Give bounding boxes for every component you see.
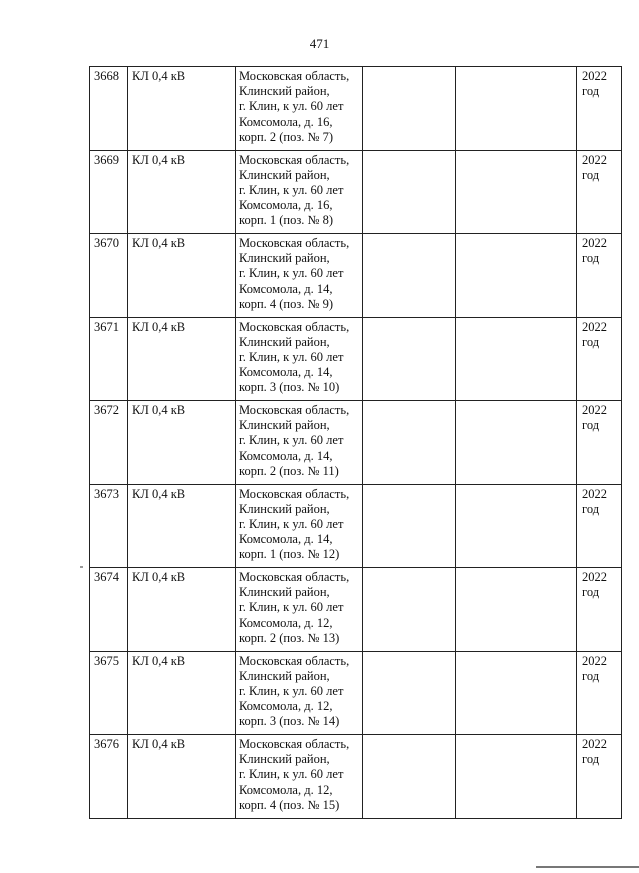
table-row <box>90 735 622 819</box>
empty-cell <box>456 484 577 568</box>
address-line: Московская область, <box>239 737 350 751</box>
year-cell <box>577 150 622 234</box>
empty-cell <box>363 67 456 151</box>
address-line: корп. 3 (поз. № 10) <box>239 380 340 395</box>
year-line: год <box>582 167 600 182</box>
line-type-cell <box>128 401 236 485</box>
year-line: год <box>582 501 600 516</box>
address-line: корп. 3 (поз. № 14) <box>239 714 340 729</box>
registry-table-body <box>90 67 622 819</box>
address-line: Комсомола, д. 12, <box>239 699 333 714</box>
line-type: КЛ 0,4 кВ <box>132 486 186 501</box>
line-type: КЛ 0,4 кВ <box>132 737 186 751</box>
table-row <box>90 67 622 151</box>
row-number: 3669 <box>94 152 119 167</box>
empty-cell <box>363 568 456 652</box>
empty-cell <box>456 568 577 652</box>
line-type: КЛ 0,4 кВ <box>132 69 186 83</box>
empty-cell <box>363 317 456 401</box>
address-line: Клинский район, <box>239 752 330 767</box>
address-line: Комсомола, д. 16, <box>239 114 333 129</box>
address-line: корп. 4 (поз. № 9) <box>239 296 334 311</box>
year-line: год <box>582 418 600 433</box>
row-number: 3668 <box>94 69 119 83</box>
empty-cell <box>363 234 456 318</box>
empty-cell <box>456 735 577 819</box>
address-cell <box>236 401 363 485</box>
year-cell <box>577 234 622 318</box>
line-type-cell <box>128 651 236 735</box>
address-line: Клинский район, <box>239 251 330 266</box>
address-line: корп. 1 (поз. № 8) <box>239 213 334 228</box>
row-number-cell <box>90 150 128 234</box>
row-number-cell <box>90 735 128 819</box>
year-line: год <box>582 334 600 349</box>
address-line: корп. 2 (поз. № 13) <box>239 630 340 645</box>
address-line: г. Клин, к ул. 60 лет <box>239 266 344 281</box>
address-line: Московская область, <box>239 69 350 83</box>
table-row <box>90 568 622 652</box>
year-line: год <box>582 752 600 767</box>
address-line: корп. 4 (поз. № 15) <box>239 797 340 812</box>
row-number: 3671 <box>94 319 119 334</box>
year-cell <box>577 735 622 819</box>
address-line: г. Клин, к ул. 60 лет <box>239 182 344 197</box>
address-cell <box>236 150 363 234</box>
table-row <box>90 317 622 401</box>
address-line: г. Клин, к ул. 60 лет <box>239 683 344 698</box>
address-line: Московская область, <box>239 486 350 501</box>
address-cell <box>236 234 363 318</box>
table-row <box>90 234 622 318</box>
empty-cell <box>456 317 577 401</box>
address-line: корп. 2 (поз. № 11) <box>239 463 339 478</box>
year-line: год <box>582 84 600 99</box>
year-cell <box>577 484 622 568</box>
address-line: г. Клин, к ул. 60 лет <box>239 349 344 364</box>
address-line: Московская область, <box>239 152 350 167</box>
address-line: г. Клин, к ул. 60 лет <box>239 433 344 448</box>
address-cell <box>236 484 363 568</box>
empty-cell <box>456 401 577 485</box>
line-type-cell <box>128 67 236 151</box>
row-number-cell <box>90 484 128 568</box>
year-cell <box>577 67 622 151</box>
address-line: Комсомола, д. 14, <box>239 448 333 463</box>
empty-cell <box>363 735 456 819</box>
line-type: КЛ 0,4 кВ <box>132 403 186 417</box>
year-line: год <box>582 251 600 266</box>
table-row <box>90 484 622 568</box>
address-line: Клинский район, <box>239 84 330 99</box>
year-line: 2022 <box>582 152 607 167</box>
table-row <box>90 651 622 735</box>
address-line: Клинский район, <box>239 167 330 182</box>
year-cell <box>577 401 622 485</box>
line-type: КЛ 0,4 кВ <box>132 319 186 334</box>
address-cell <box>236 317 363 401</box>
row-number-cell <box>90 401 128 485</box>
empty-cell <box>363 484 456 568</box>
year-line: 2022 <box>582 403 607 417</box>
row-number: 3675 <box>94 653 119 668</box>
address-line: Московская область, <box>239 403 350 417</box>
line-type-cell <box>128 150 236 234</box>
address-line: Комсомола, д. 16, <box>239 198 333 213</box>
scan-artifact-dot <box>80 566 83 568</box>
address-line: г. Клин, к ул. 60 лет <box>239 600 344 615</box>
address-line: Комсомола, д. 12, <box>239 615 333 630</box>
year-cell <box>577 568 622 652</box>
address-line: корп. 2 (поз. № 7) <box>239 129 334 144</box>
row-number: 3676 <box>94 737 119 751</box>
address-cell <box>236 568 363 652</box>
row-number-cell <box>90 568 128 652</box>
address-line: Клинский район, <box>239 418 330 433</box>
address-line: Клинский район, <box>239 501 330 516</box>
year-line: 2022 <box>582 236 607 250</box>
empty-cell <box>456 234 577 318</box>
address-cell <box>236 735 363 819</box>
scan-artifact-line <box>536 866 639 868</box>
line-type-cell <box>128 568 236 652</box>
row-number: 3673 <box>94 486 119 501</box>
address-line: г. Клин, к ул. 60 лет <box>239 767 344 782</box>
address-line: Клинский район, <box>239 334 330 349</box>
year-line: 2022 <box>582 69 607 83</box>
address-line: Московская область, <box>239 570 350 584</box>
line-type: КЛ 0,4 кВ <box>132 152 186 167</box>
table-row <box>90 401 622 485</box>
empty-cell <box>456 651 577 735</box>
address-line: Московская область, <box>239 653 350 668</box>
address-line: Московская область, <box>239 319 350 334</box>
year-line: год <box>582 668 600 683</box>
empty-cell <box>363 150 456 234</box>
address-line: г. Клин, к ул. 60 лет <box>239 516 344 531</box>
address-line: Клинский район, <box>239 585 330 600</box>
address-cell <box>236 651 363 735</box>
address-line: Комсомола, д. 12, <box>239 782 333 797</box>
year-cell <box>577 317 622 401</box>
line-type-cell <box>128 234 236 318</box>
line-type-cell <box>128 735 236 819</box>
year-line: 2022 <box>582 653 607 668</box>
empty-cell <box>363 401 456 485</box>
row-number-cell <box>90 234 128 318</box>
empty-cell <box>456 150 577 234</box>
address-line: Комсомола, д. 14, <box>239 281 333 296</box>
address-line: г. Клин, к ул. 60 лет <box>239 99 344 114</box>
year-line: 2022 <box>582 570 607 584</box>
address-line: корп. 1 (поз. № 12) <box>239 547 340 562</box>
line-type-cell <box>128 317 236 401</box>
row-number-cell <box>90 67 128 151</box>
year-line: 2022 <box>582 737 607 751</box>
year-line: год <box>582 585 600 600</box>
address-line: Московская область, <box>239 236 350 250</box>
year-line: 2022 <box>582 319 607 334</box>
row-number: 3670 <box>94 236 119 250</box>
line-type: КЛ 0,4 кВ <box>132 653 186 668</box>
year-line: 2022 <box>582 486 607 501</box>
row-number-cell <box>90 651 128 735</box>
address-line: Комсомола, д. 14, <box>239 365 333 380</box>
address-line: Комсомола, д. 14, <box>239 532 333 547</box>
year-cell <box>577 651 622 735</box>
line-type: КЛ 0,4 кВ <box>132 236 186 250</box>
address-line: Клинский район, <box>239 668 330 683</box>
line-type: КЛ 0,4 кВ <box>132 570 186 584</box>
registry-table <box>89 66 622 819</box>
page-number: 471 <box>309 36 330 51</box>
address-cell <box>236 67 363 151</box>
row-number: 3674 <box>94 570 119 584</box>
empty-cell <box>456 67 577 151</box>
line-type-cell <box>128 484 236 568</box>
empty-cell <box>363 651 456 735</box>
row-number-cell <box>90 317 128 401</box>
row-number: 3672 <box>94 403 119 417</box>
table-row <box>90 150 622 234</box>
